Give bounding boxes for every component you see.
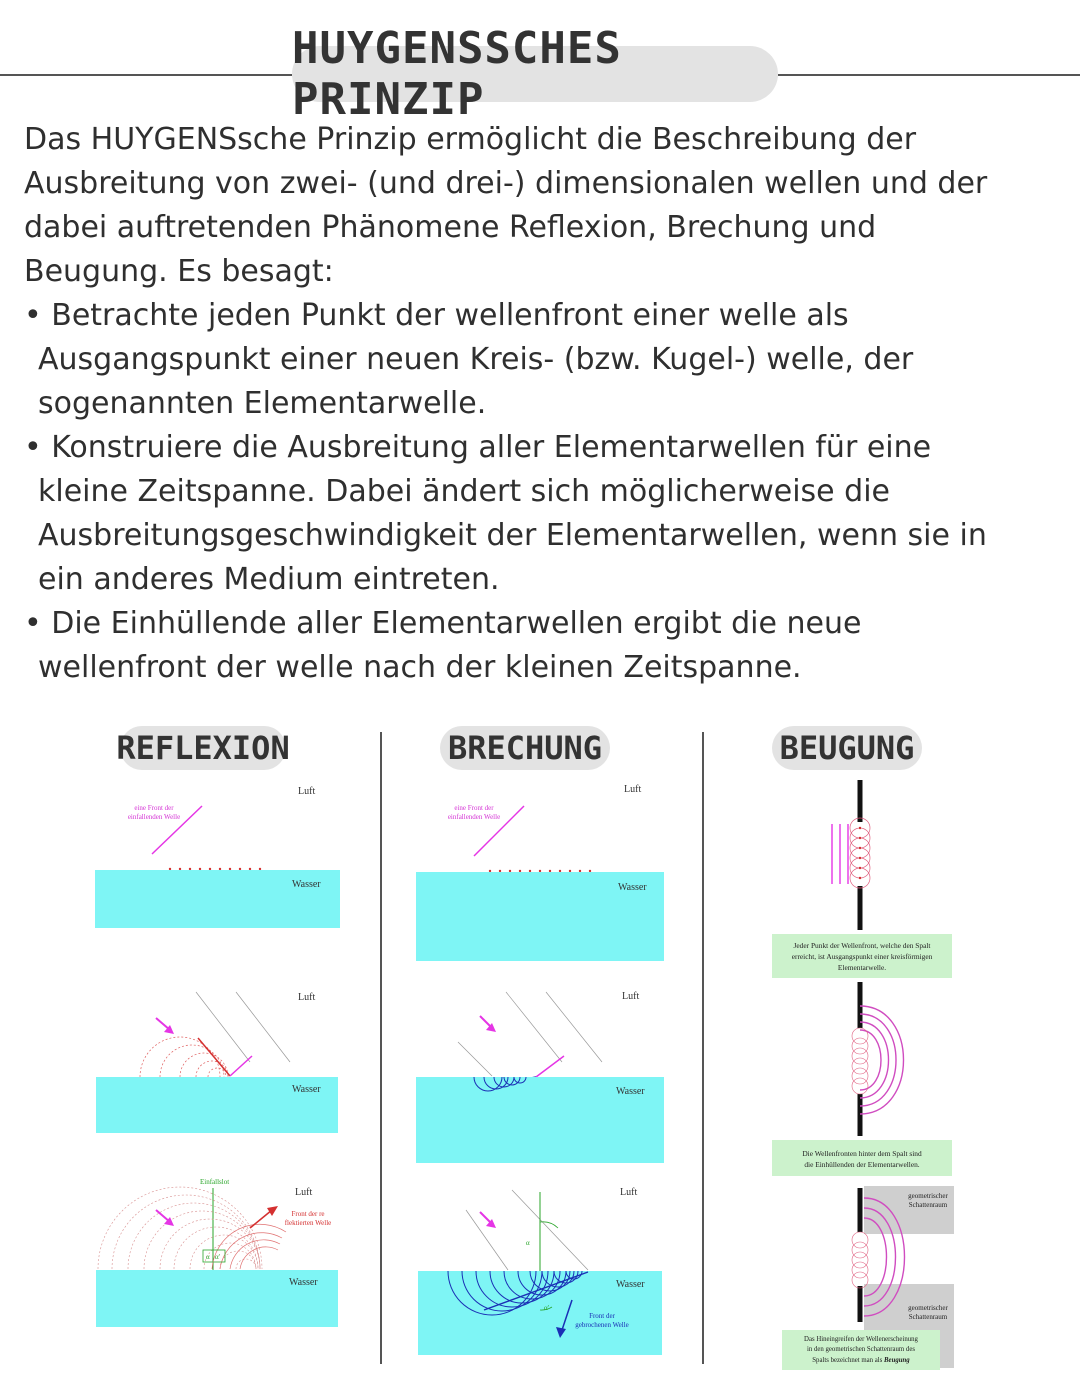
- brechung-diagram: [412, 780, 672, 1370]
- reflexion-arrow-icon-2: [156, 1018, 174, 1034]
- beugung-caption-3-line-3: [812, 1357, 910, 1364]
- reflexion-surface-dots: [169, 868, 261, 870]
- reflexion-reflected-label-2: flektierten Welle: [284, 1219, 332, 1227]
- reflexion-title: REFLEXION: [120, 726, 286, 770]
- reflexion-wasser-1: Wasser: [292, 879, 321, 890]
- reflexion-front-label-1: eine Front der: [134, 804, 174, 812]
- reflexion-angle-alpha: α: [206, 1253, 210, 1261]
- intro-paragraph: Das HUYGENSsche Prinzip ermöglicht die Beschreibung der Ausbreitung von zwei- (und drei-) dimensionalen wellen und der dabei auftretenden Phänomene Reflexion, Brechung und Beugung. Es besagt:: [24, 122, 988, 289]
- intro-text: [24, 118, 1024, 690]
- brechung-incident-front-2: [536, 1056, 564, 1077]
- brechung-refracted-label-2: gebrochenen Welle: [575, 1321, 629, 1329]
- intro-bullet-3: • Die Einhüllende aller Elementarwellen ergibt die neue wellenfront der welle nach der kleinen Zeitspanne.: [24, 606, 862, 685]
- beugung-caption-3-line-3-text: Spalts bezeichnet man als: [812, 1357, 883, 1364]
- beugung-incoming-fronts: [832, 824, 848, 884]
- beugung-envelopes-2: [860, 1006, 904, 1114]
- beugung-wavelets-2: [852, 1028, 868, 1094]
- brechung-title: BRECHUNG: [440, 726, 610, 770]
- reflexion-arrow-icon-3: [156, 1210, 174, 1226]
- beugung-caption-3-line-1: Das Hineingreifen der Wellenerscheinung: [804, 1336, 918, 1343]
- reflexion-wasser-3: Wasser: [289, 1277, 318, 1288]
- brechung-luft-3: Luft: [620, 1187, 638, 1198]
- beugung-slit-points-1: [859, 827, 861, 879]
- reflexion-wavelets-3: [98, 1187, 262, 1269]
- brechung-wasser-3: Wasser: [616, 1279, 645, 1290]
- brechung-luft-1: Luft: [624, 784, 642, 795]
- brechung-arrow-icon-3: [480, 1212, 496, 1228]
- beugung-title: BEUGUNG: [772, 726, 922, 770]
- reflexion-einfallslot-label: Einfallslot: [200, 1178, 230, 1186]
- reflexion-luft-3: Luft: [295, 1187, 313, 1198]
- beugung-shadow-top-label-2: Schattenraum: [908, 1201, 948, 1209]
- brechung-surface-dots: [489, 870, 591, 872]
- brechung-angle-alpha-prime: α': [544, 1304, 549, 1312]
- reflexion-reflected-front-2: [198, 1038, 230, 1076]
- brechung-wasser-1: Wasser: [618, 882, 647, 893]
- beugung-shadow-bottom-label-1: geometrischer: [908, 1304, 948, 1312]
- brechung-front-label-1: eine Front der: [454, 804, 494, 812]
- brechung-arrow-icon-2: [480, 1016, 496, 1032]
- reflexion-reflected-label-1: Front der re: [291, 1210, 325, 1218]
- page-title: HUYGENSSCHES PRINZIP: [292, 46, 778, 102]
- reflexion-luft-2: Luft: [298, 992, 316, 1003]
- reflexion-incident-front-2: [230, 1056, 252, 1076]
- reflexion-diagram: [90, 780, 360, 1370]
- reflexion-angle-alpha-prime: α': [215, 1253, 220, 1261]
- beugung-shadow-top-label-1: geometrischer: [908, 1192, 948, 1200]
- brechung-angle-alpha: α: [526, 1239, 530, 1247]
- brechung-front-label-2: einfallenden Welle: [447, 813, 501, 821]
- column-divider-1: [380, 732, 382, 1364]
- intro-bullet-1: • Betrachte jeden Punkt der wellenfront einer welle als Ausgangspunkt einer neuen Kreis- (bzw. Kugel-) welle, der sogenannten Elementarwelle.: [24, 298, 914, 421]
- brechung-refracted-label-1: Front der: [589, 1312, 615, 1320]
- beugung-caption-2-line-1: Die Wellenfronten hinter dem Spalt sind: [802, 1149, 922, 1158]
- beugung-wavelets-3: [852, 1232, 868, 1288]
- beugung-caption-3-line-2: in den geometrischen Schattenraum des: [807, 1346, 915, 1353]
- beugung-caption-2-line-2: die Einhüllenden der Elementarwellen.: [804, 1160, 920, 1169]
- beugung-caption-1-line-1: Jeder Punkt der Wellenfront, welche den Spalt: [793, 941, 931, 950]
- column-divider-2: [702, 732, 704, 1364]
- beugung-diagram: [768, 774, 968, 1374]
- intro-bullet-2: • Konstruiere die Ausbreitung aller Elementarwellen für eine kleine Zeitspanne. Dabei ändert sich möglicherweise die Ausbreitungsgeschwindigkeit der Elementarwellen, wenn sie in ein anderes Medium eintreten.: [24, 430, 987, 597]
- brechung-luft-2: Luft: [622, 991, 640, 1002]
- beugung-caption-3-emphasis: Beugung: [884, 1357, 910, 1364]
- brechung-rays-2: [458, 992, 602, 1076]
- reflexion-luft-1: Luft: [298, 786, 316, 797]
- beugung-shadow-bottom-label-2: Schattenraum: [908, 1313, 948, 1321]
- beugung-caption-box-2: [772, 1140, 952, 1176]
- reflexion-wasser-2: Wasser: [292, 1084, 321, 1095]
- reflexion-front-label-2: einfallenden Welle: [127, 813, 181, 821]
- beugung-caption-1-line-3: Elementarwelle.: [837, 963, 887, 972]
- brechung-rays-3: [466, 1190, 588, 1270]
- title-rule-left: [0, 74, 292, 76]
- beugung-caption-1-line-2: erreicht, ist Ausgangspunkt einer kreisförmigen: [791, 952, 933, 961]
- brechung-wasser-2: Wasser: [616, 1086, 645, 1097]
- title-rule-right: [778, 74, 1080, 76]
